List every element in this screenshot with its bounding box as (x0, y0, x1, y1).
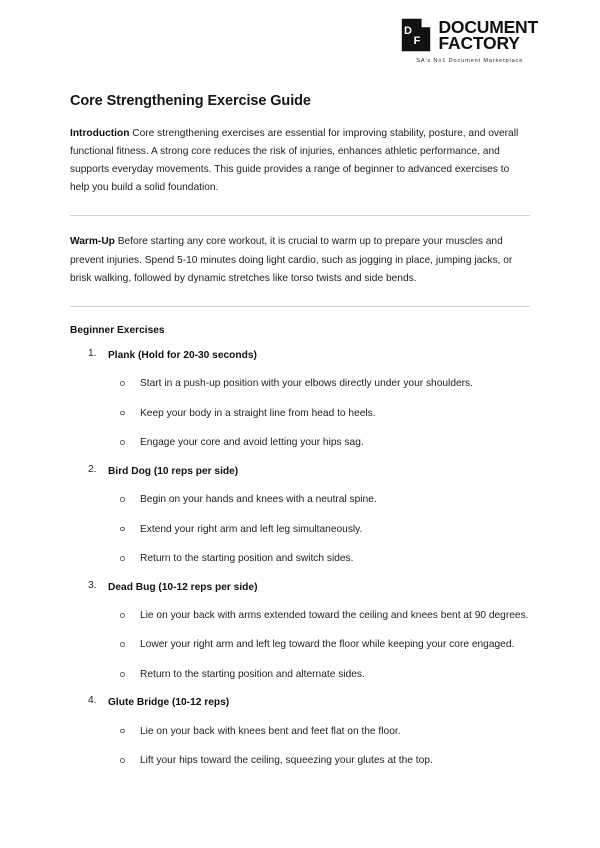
exercise-item (70, 348, 530, 452)
step-text: Return to the starting position and alternate sides. (140, 668, 365, 680)
introduction-text: Core strengthening exercises are essential for improving stability, posture, and overall functional fitness. A strong core reduces the risk of injuries, enhances athletic performance, and supports everyday movements. This guide provides a range of beginner to advanced exercises to help you build a solid foundation. (70, 127, 519, 194)
document-page-icon (401, 18, 431, 52)
list-item (108, 435, 530, 452)
warmup-label: Warm-Up (70, 236, 115, 248)
step-text: Begin on your hands and knees with a neutral spine. (140, 494, 377, 506)
brand-line-1: DOCUMENT (438, 16, 538, 37)
step-text: Engage your core and avoid letting your hips sag. (140, 437, 364, 449)
exercise-step-list (108, 608, 530, 684)
brand-tagline: SA's No1 Document Marketplace (416, 58, 524, 64)
list-item (108, 551, 530, 568)
list-item (108, 406, 530, 423)
circle-bullet-icon (120, 642, 125, 647)
brand-wordmark (438, 16, 538, 53)
warmup-paragraph (70, 233, 530, 287)
brand-line-2: FACTORY (438, 33, 520, 53)
step-text: Lift your hips toward the ceiling, squeezing your glutes at the top. (140, 755, 433, 767)
exercise-step-list (108, 724, 530, 770)
exercise-number: 4. (88, 695, 97, 707)
document-body (70, 92, 530, 770)
list-item (108, 608, 530, 625)
circle-bullet-icon (120, 381, 125, 386)
step-text: Return to the starting position and switch sides. (140, 553, 354, 565)
exercise-item (70, 464, 530, 568)
list-item (108, 637, 530, 654)
step-text: Keep your body in a straight line from head to heels. (140, 407, 376, 419)
exercise-title: Glute Bridge (10-12 reps) (108, 697, 230, 709)
list-item (108, 376, 530, 393)
exercise-step-list (108, 376, 530, 452)
introduction-label: Introduction (70, 127, 130, 139)
exercise-step-list (108, 492, 530, 568)
circle-bullet-icon (120, 729, 125, 734)
svg-text:D: D (404, 25, 413, 37)
exercise-list (70, 348, 530, 770)
divider-2 (70, 306, 530, 307)
circle-bullet-icon (120, 440, 125, 445)
circle-bullet-icon (120, 758, 125, 763)
step-text: Lie on your back with knees bent and feet flat on the floor. (140, 725, 401, 737)
beginner-exercises-heading: Beginner Exercises (70, 324, 165, 336)
exercise-title: Dead Bug (10-12 reps per side) (108, 581, 258, 593)
page-title: Core Strengthening Exercise Guide (70, 93, 311, 109)
list-item (108, 667, 530, 684)
exercise-item (70, 580, 530, 684)
list-item (108, 522, 530, 539)
step-text: Lie on your back with arms extended toward the ceiling and knees bent at 90 degrees. (140, 609, 529, 621)
exercise-title: Plank (Hold for 20-30 seconds) (108, 349, 257, 361)
introduction-paragraph (70, 125, 530, 198)
exercise-number: 2. (88, 463, 97, 475)
divider-1 (70, 215, 530, 216)
list-item (108, 492, 530, 509)
circle-bullet-icon (120, 556, 125, 561)
brand-logo (401, 18, 538, 64)
circle-bullet-icon (120, 497, 125, 502)
svg-text:F: F (414, 35, 421, 47)
logo-row (401, 18, 538, 52)
step-text: Start in a push-up position with your elbows directly under your shoulders. (140, 378, 473, 390)
exercise-title: Bird Dog (10 reps per side) (108, 465, 239, 477)
circle-bullet-icon (120, 613, 125, 618)
step-text: Extend your right arm and left leg simultaneously. (140, 523, 363, 535)
circle-bullet-icon (120, 527, 125, 532)
exercise-number: 1. (88, 347, 97, 359)
circle-bullet-icon (120, 672, 125, 677)
exercise-number: 3. (88, 579, 97, 591)
step-text: Lower your right arm and left leg toward the floor while keeping your core engaged. (140, 639, 515, 651)
circle-bullet-icon (120, 411, 125, 416)
exercise-item (70, 695, 530, 769)
warmup-text: Before starting any core workout, it is crucial to warm up to prepare your muscles and prevent injuries. Spend 5-10 minutes doing light cardio, such as jogging in place, jumping jacks, or brisk walking, followed by dynamic stretches like torso twists and side bends. (70, 236, 513, 284)
list-item (108, 724, 530, 741)
list-item (108, 753, 530, 770)
